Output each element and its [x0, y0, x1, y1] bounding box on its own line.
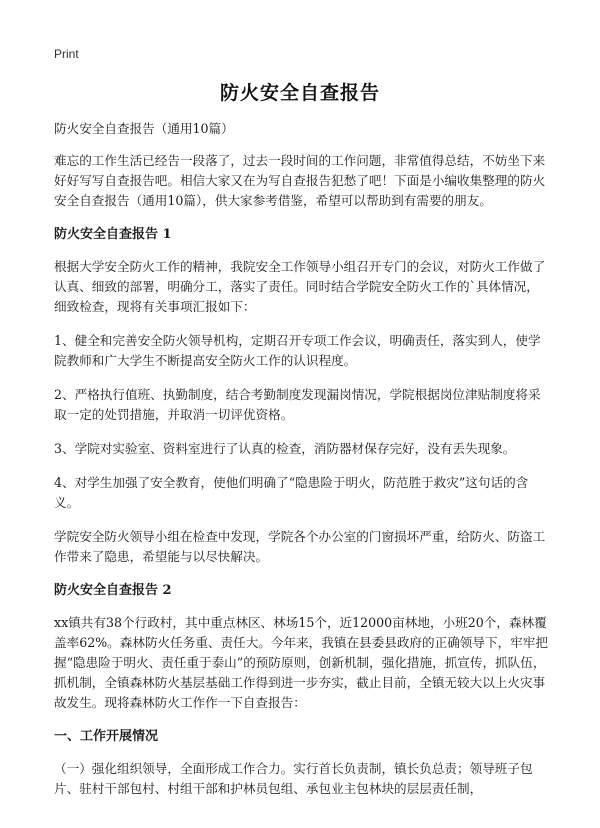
report-2-paragraph: xx镇共有38个行政村，其中重点林区、林场15个，近12000亩林地，小班20个，森林覆盖率62%。森林防火任务重、责任大。今年来，我镇在县委县政府的正确领导下，牢牢把握“隐患险于明火、责任重于泰山”的预防原则，创新机制，强化措施，抓宣传，抓队伍，抓机制，全镇森林防火基层基础工作得到进一步夯实，截止目前，全镇无较大以上火灾事故发生。现将森林防火工作作一下自查报告： — [54, 615, 548, 710]
document-subtitle: 防火安全自查报告（通用10篇） — [54, 121, 234, 136]
print-link[interactable]: Print — [54, 47, 79, 61]
document-body — [54, 119, 550, 813]
report-1-paragraph: 2、严格执行值班、执勤制度，结合考勤制度发现漏岗情况，学院根据岗位津贴制度将采取一定的处罚措施，并取消一切评优资格。 — [54, 387, 541, 422]
report-2-heading: 防火安全自查报告 2 — [54, 583, 172, 598]
intro-paragraph: 难忘的工作生活已经告一段落了，过去一段时间的工作问题，非常值得总结，不妨坐下来好好写写自查报告吧。相信大家又在为写自查报告犯愁了吧！下面是小编收集整理的防火安全自查报告（通用10篇），供大家参考借鉴，希望可以帮助到有需要的朋友。 — [54, 153, 546, 208]
report-1-paragraph: 4、对学生加强了安全教育，使他们明确了“隐患险于明火，防范胜于救灾”这句话的含义。 — [54, 475, 529, 510]
report-1-paragraph: 3、学院对实验室、资料室进行了认真的检查，消防器材保存完好，没有丢失现象。 — [54, 441, 516, 456]
report-1-heading: 防火安全自查报告 1 — [54, 227, 172, 242]
section-heading-work-status: 一、工作开展情况 — [54, 729, 159, 744]
report-1-paragraph: 根据大学安全防火工作的精神，我院安全工作领导小组召开专门的会议，对防火工作做了认真、细致的部署，明确分工，落实了责任。同时结合学院安全防火工作的`具体情况，细致检查，现将有关事项汇报如下： — [54, 259, 546, 314]
section-paragraph: （一）强化组织领导，全面形成工作合力。实行首长负责制，镇长负总责；领导班子包片、驻村干部包村、村组干部和护林员包组、承包业主包林块的层层责任制， — [54, 761, 533, 796]
report-1-paragraph: 1、健全和完善安全防火领导机构，定期召开专项工作会议，明确责任，落实到人，使学院教师和广大学生不断提高安全防火工作的认识程度。 — [54, 333, 541, 368]
page-title: 防火安全自查报告 — [219, 82, 380, 104]
report-1-paragraph: 学院安全防火领导小组在检查中发现，学院各个办公室的门窗损坏严重，给防火、防盗工作带来了隐患，希望能与以尽快解决。 — [54, 529, 546, 564]
